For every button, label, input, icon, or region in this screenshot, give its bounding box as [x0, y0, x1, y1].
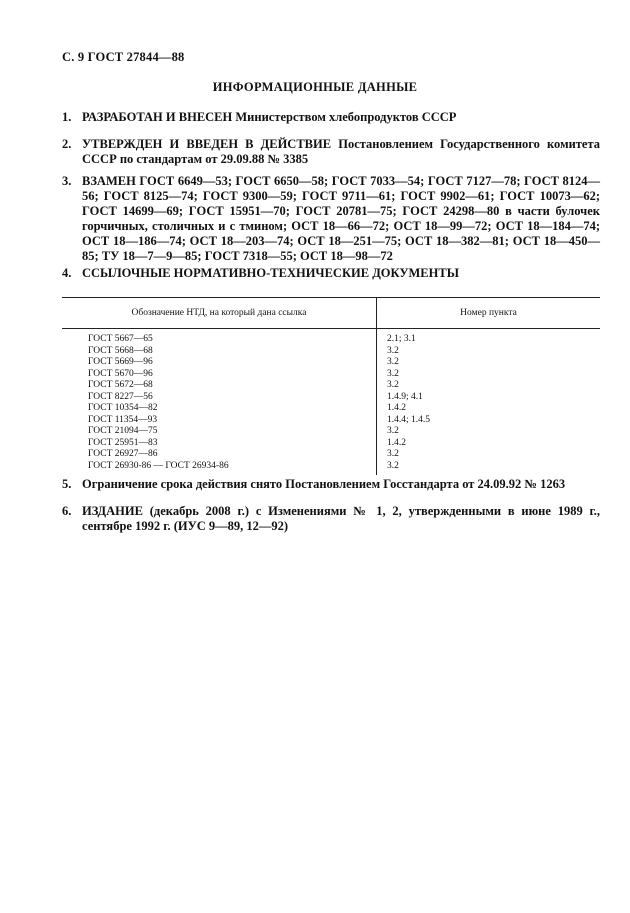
table-cell-clause: 3.2: [387, 345, 399, 356]
table-cell-clause: 3.2: [387, 426, 399, 436]
table-cell-document: ГОСТ 11354—93: [88, 414, 158, 425]
info-item-4: [62, 266, 600, 281]
table-cell-document: ГОСТ 26927—86: [88, 449, 158, 459]
item-label: ИЗДАНИЕ: [82, 504, 143, 518]
item-label: УТВЕРЖДЕН И ВВЕДЕН В ДЕЙСТВИЕ: [82, 137, 332, 151]
page-header-reference: С. 9 ГОСТ 27844—88: [62, 50, 185, 64]
item-label: ВЗАМЕН: [82, 174, 136, 188]
table-cell-clause: 1.4.9; 4.1: [387, 391, 423, 402]
item-text: Ограничение срока действия снято Постановлением Госстандарта от 24.09.92 № 1263: [82, 477, 566, 491]
table-cell-document: ГОСТ 26930-86 — ГОСТ 26934-86: [88, 460, 229, 471]
item-number: 5.: [62, 477, 72, 491]
item-number: 6.: [62, 504, 72, 518]
item-text: (декабрь 2008 г.) с Изменениями № 1, 2, утвержденными в июне 1989 г., сентябре 1992 г. (ИУС 9—89, 12—92): [82, 504, 601, 533]
reference-documents-table: [62, 297, 600, 475]
info-item-6: [62, 504, 600, 534]
table-cell-document: ГОСТ 25951—83: [88, 437, 158, 448]
item-label: ССЫЛОЧНЫЕ НОРМАТИВНО-ТЕХНИЧЕСКИЕ ДОКУМЕНТЫ: [82, 266, 459, 280]
table-cell-clause: 1.4.2: [387, 403, 406, 413]
section-title: ИНФОРМАЦИОННЫЕ ДАННЫЕ: [212, 80, 418, 94]
info-item-5: [62, 477, 600, 492]
table-cell-document: ГОСТ 5667—65: [88, 334, 153, 344]
table-body: [62, 328, 600, 475]
table-header-clause: Номер пункта: [460, 308, 517, 318]
table-cell-document: ГОСТ 5668—68: [88, 345, 153, 356]
table-cell-document: ГОСТ 10354—82: [88, 403, 158, 413]
table-header-document: Обозначение НТД, на который дана ссылка: [62, 298, 377, 328]
table-cell-clause: 3.2: [387, 460, 399, 471]
info-item-3: [62, 174, 600, 264]
info-item-1: [62, 110, 600, 125]
table-cell-document: ГОСТ 5672—68: [88, 380, 153, 390]
table-cell-clause: 2.1; 3.1: [387, 334, 416, 344]
table-cell-document: ГОСТ 21094—75: [88, 426, 158, 436]
table-cell-document: ГОСТ 5669—96: [88, 357, 153, 367]
table-cell-document: ГОСТ 5670—96: [88, 368, 153, 379]
table-cell-clause: 3.2: [387, 368, 399, 379]
table-cell-clause: 3.2: [387, 380, 399, 390]
table-cell-document: ГОСТ 8227—56: [88, 391, 153, 402]
table-cell-clause: 3.2: [387, 357, 399, 367]
table-cell-clause: 3.2: [387, 449, 399, 459]
info-item-2: [62, 137, 600, 167]
item-text: Министерством хлебопродуктов СССР: [235, 110, 457, 124]
item-label: РАЗРАБОТАН И ВНЕСЕН: [82, 110, 233, 124]
item-number: 3.: [62, 174, 72, 188]
item-number: 1.: [62, 110, 72, 124]
item-text: Постановлением Государственного комитета СССР по стандартам от 29.09.88 № 3385: [82, 137, 601, 166]
table-cell-clause: 1.4.4; 1.4.5: [387, 414, 431, 425]
table-header-row: [62, 298, 600, 328]
item-number: 2.: [62, 137, 72, 151]
item-text: ГОСТ 6649—53; ГОСТ 6650—58; ГОСТ 7033—54; ГОСТ 7127—78; ГОСТ 8124—56; ГОСТ 8125—74; ГОСТ 9300—59; ГОСТ 9711—61; ГОСТ 9902—61; ГОСТ 10073—62; ГОСТ 14699—69; ГОСТ 15951—70; ГОСТ 20781—75; ГОСТ 24298—80 в части булочек горчичных, столичных и с тмином; ОСТ 18—66—72; ОСТ 18—99—72; ОСТ 18—184—74; ОСТ 18—186—74; ОСТ 18—203—74; ОСТ 18—251—75; ОСТ 18—382—81; ОСТ 18—450—85; ТУ 18—7—9—85; ГОСТ 7318—55; ОСТ 18—98—72: [82, 174, 600, 263]
table-cell-clause: 1.4.2: [387, 437, 406, 448]
item-number: 4.: [62, 266, 72, 280]
